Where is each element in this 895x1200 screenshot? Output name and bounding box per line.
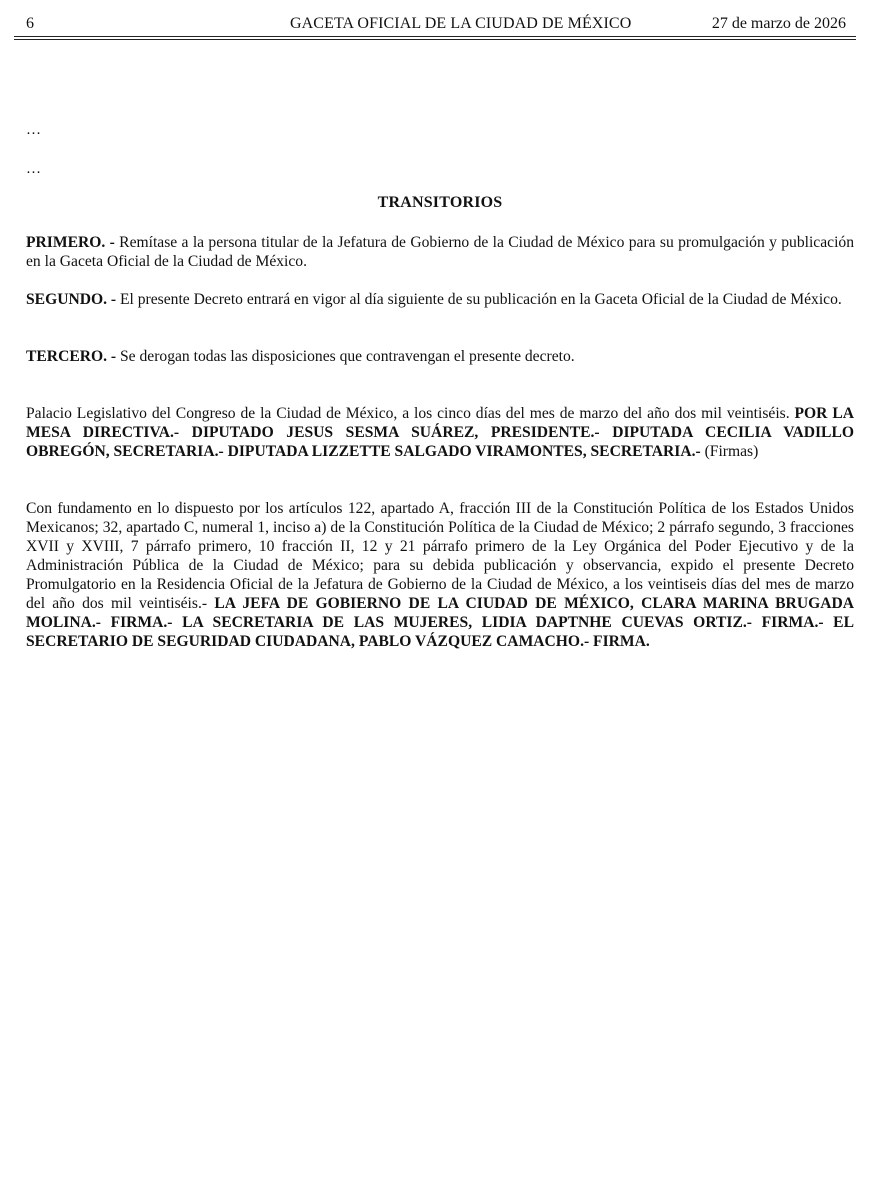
article-label: SEGUNDO. - xyxy=(26,291,117,308)
section-title: TRANSITORIOS xyxy=(377,194,503,211)
paragraph-text: Con fundamento en lo dispuesto por los artículos 122, apartado A, fracción III de la Constitución Política de los Estados Unidos Mexicanos; 32, apartado C, numeral 1, inciso a) de la Constitución Política de la Ciudad de México; 2 párrafo segundo, 3 fracciones XVII y XVIII, 7 párrafo primero, 10 fracción II, 12 y 21 párrafo primero de la Ley Orgánica del Poder Ejecutivo y de la Administración Pública de la Ciudad de México; para su debida publicación y observancia, expido el presente Decreto Promulgatorio en la Residencia Oficial de la Jefatura de Gobierno de la Ciudad de México, a los veintiseis días del mes de marzo del año dos mil veintiséis.- xyxy=(26,500,854,612)
page-number: 6 xyxy=(26,15,34,32)
page-header xyxy=(26,0,854,34)
paragraph-text: Palacio Legislativo del Congreso de la Ciudad de México, a los cinco días del mes de marzo del año dos mil veintiséis. xyxy=(26,405,795,422)
article-segundo xyxy=(26,290,854,309)
article-text: Se derogan todas las disposiciones que contravengan el presente decreto. xyxy=(116,348,575,365)
publication-title: GACETA OFICIAL DE LA CIUDAD DE MÉXICO xyxy=(290,15,632,32)
article-label: PRIMERO. - xyxy=(26,234,115,251)
header-rule xyxy=(14,36,856,37)
article-tercero xyxy=(26,347,854,366)
signatories-bold: LA JEFA DE GOBIERNO DE LA CIUDAD DE MÉXICO, CLARA MARINA BRUGADA MOLINA.- FIRMA.- LA SECRETARIA DE LAS MUJERES, LIDIA DAPTNHE CUEVAS ORTIZ.- FIRMA.- EL SECRETARIO DE SEGURIDAD CIUDADANA, PABLO VÁZQUEZ CAMACHO.- FIRMA. xyxy=(26,595,854,650)
article-text: Remítase a la persona titular de la Jefatura de Gobierno de la Ciudad de México para su promulgación y publicación en la Gaceta Oficial de la Ciudad de México. xyxy=(26,234,854,270)
publication-date: 27 de marzo de 2026 xyxy=(711,15,846,32)
article-text: El presente Decreto entrará en vigor al día siguiente de su publicación en la Gaceta Oficial de la Ciudad de México. xyxy=(116,291,842,308)
ellipsis-omission: … xyxy=(26,122,41,138)
promulgation-paragraph xyxy=(26,499,854,651)
article-label: TERCERO. - xyxy=(26,348,117,365)
article-primero xyxy=(26,233,854,271)
gazette-page xyxy=(26,0,854,650)
paragraph-tail: (Firmas) xyxy=(700,443,759,460)
ellipsis-omission: … xyxy=(26,161,41,177)
signature-paragraph-congress xyxy=(26,404,854,461)
signatories-bold: POR LA MESA DIRECTIVA.- DIPUTADO JESUS SESMA SUÁREZ, PRESIDENTE.- DIPUTADA CECILIA VADILLO OBREGÓN, SECRETARIA.- DIPUTADA LIZZETTE SALGADO VIRAMONTES, SECRETARIA.- xyxy=(26,405,854,460)
header-rule-double xyxy=(14,39,856,40)
